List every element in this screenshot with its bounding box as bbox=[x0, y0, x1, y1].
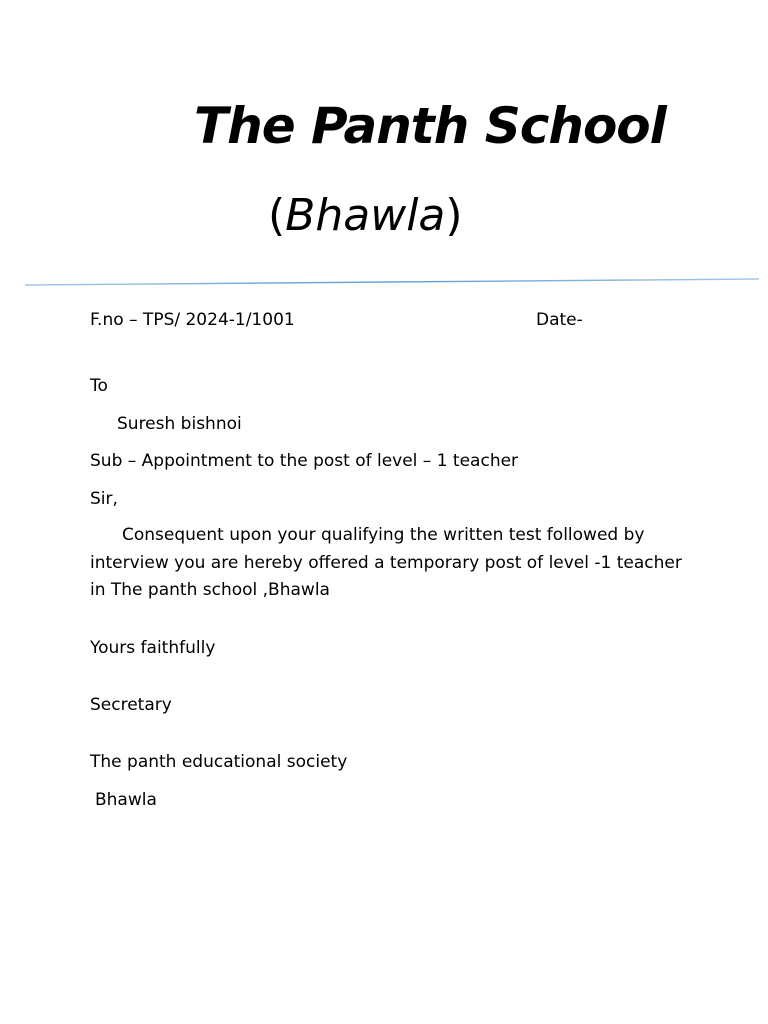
signatory-designation: Secretary bbox=[90, 695, 172, 715]
open-paren: ( bbox=[268, 190, 286, 241]
header-divider bbox=[25, 276, 761, 288]
addressee-name: Suresh bishnoi bbox=[117, 414, 242, 434]
school-location bbox=[268, 190, 463, 243]
signatory-location: Bhawla bbox=[95, 790, 157, 810]
signatory-organization: The panth educational society bbox=[90, 752, 348, 772]
complimentary-close: Yours faithfully bbox=[90, 638, 216, 658]
salutation: Sir, bbox=[90, 489, 118, 509]
date-label: Date- bbox=[536, 310, 583, 330]
location-name: Bhawla bbox=[285, 190, 446, 241]
school-name: The Panth School bbox=[194, 97, 666, 155]
body-text: Consequent upon your qualifying the written test followed by interview you are hereby offered a temporary post of level -1 teacher in The panth school ,Bhawla bbox=[90, 525, 682, 600]
body-paragraph bbox=[90, 522, 690, 605]
to-label: To bbox=[90, 376, 108, 396]
close-paren: ) bbox=[445, 190, 463, 241]
file-number: F.no – TPS/ 2024-1/1001 bbox=[90, 310, 295, 330]
subject-line: Sub – Appointment to the post of level – 1 teacher bbox=[90, 451, 519, 471]
